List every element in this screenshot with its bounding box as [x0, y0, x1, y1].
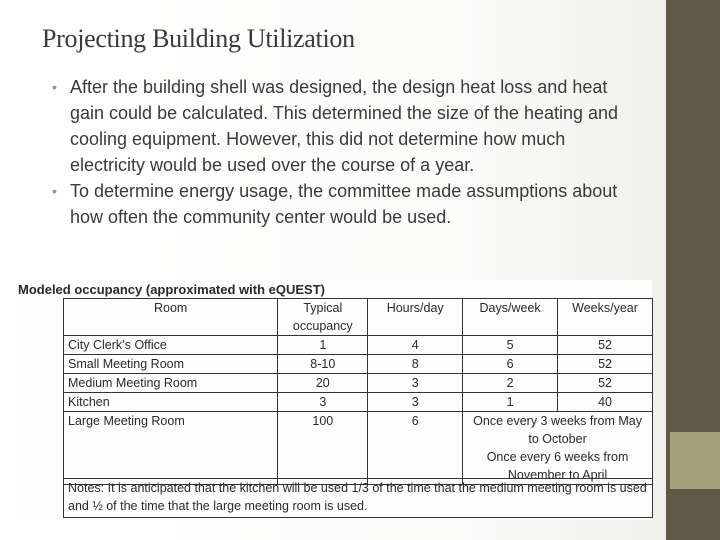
cell-weeks: 52 — [558, 374, 653, 393]
cell-days: 6 — [463, 355, 558, 374]
table-row — [64, 355, 653, 374]
bullet-item — [52, 74, 642, 178]
cell-weeks: 52 — [558, 355, 653, 374]
cell-hours: 3 — [368, 393, 463, 412]
cell-room: Kitchen — [64, 393, 278, 412]
cell-occupancy: 1 — [278, 336, 368, 355]
schedule-winter: Once every 6 weeks from November to April — [486, 450, 629, 482]
header-hours: Hours/day — [368, 299, 463, 336]
cell-room: City Clerk’s Office — [64, 336, 278, 355]
cell-room: Large Meeting Room — [64, 412, 278, 485]
occupancy-table-image — [16, 280, 652, 520]
cell-occupancy: 100 — [278, 412, 368, 485]
cell-occupancy: 20 — [278, 374, 368, 393]
side-accent-block — [670, 432, 720, 489]
bullet-text: To determine energy usage, the committee made assumptions about how often the community center would be used. — [70, 181, 618, 227]
bullet-icon: • — [52, 183, 57, 199]
bullet-list — [52, 74, 642, 230]
header-weeks: Weeks/year — [558, 299, 653, 336]
cell-room: Small Meeting Room — [64, 355, 278, 374]
cell-weeks: 52 — [558, 336, 653, 355]
schedule-summer: Once every 3 weeks from May to October — [473, 414, 642, 446]
table-caption: Modeled occupancy (approximated with eQUEST) — [18, 282, 325, 297]
page-title: Projecting Building Utilization — [42, 24, 355, 53]
cell-days: 1 — [463, 393, 558, 412]
cell-room: Medium Meeting Room — [64, 374, 278, 393]
cell-weeks: 40 — [558, 393, 653, 412]
cell-days: 5 — [463, 336, 558, 355]
table-row — [64, 412, 653, 485]
cell-days: 2 — [463, 374, 558, 393]
table-row — [64, 374, 653, 393]
table-header-row — [64, 299, 653, 336]
table-row — [64, 393, 653, 412]
bullet-text: After the building shell was designed, the design heat loss and heat gain could be calculated. This determined the size of the heating and cooling equipment. However, this did not determine how much electricity would be used over the course of a year. — [70, 77, 619, 175]
header-days: Days/week — [463, 299, 558, 336]
cell-hours: 8 — [368, 355, 463, 374]
table-notes: Notes: It is anticipated that the kitchen will be used 1/3 of the time that the medium meeting room is used and ½ of the time that the large meeting room is used. — [63, 478, 653, 518]
cell-hours: 6 — [368, 412, 463, 485]
table-row — [64, 336, 653, 355]
occupancy-table — [63, 298, 653, 485]
bullet-icon: • — [52, 79, 57, 95]
side-dark-block — [670, 489, 720, 540]
cell-occupancy: 3 — [278, 393, 368, 412]
header-occupancy: Typical occupancy — [278, 299, 368, 336]
cell-hours: 4 — [368, 336, 463, 355]
header-room: Room — [64, 299, 278, 336]
cell-schedule — [463, 412, 653, 485]
cell-occupancy: 8-10 — [278, 355, 368, 374]
cell-hours: 3 — [368, 374, 463, 393]
bullet-item — [52, 178, 642, 230]
